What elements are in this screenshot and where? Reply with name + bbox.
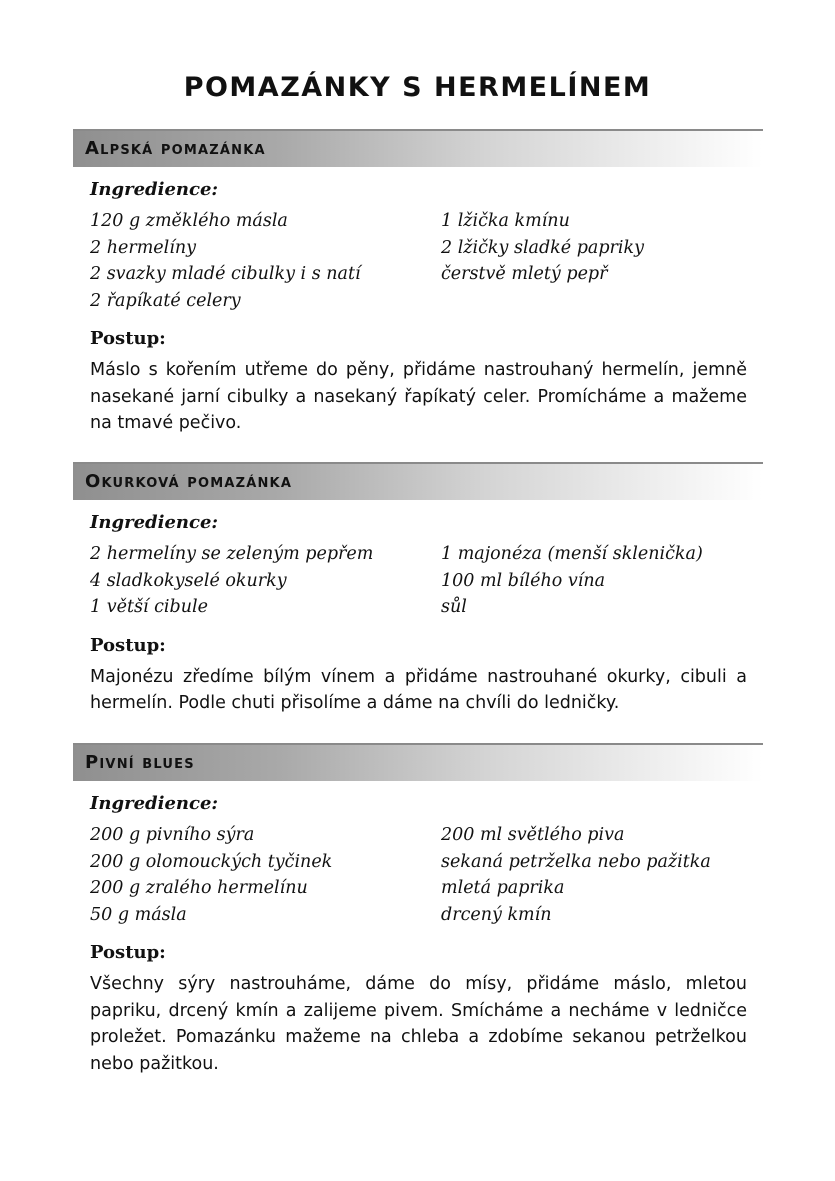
ingredient-item: 2 hermelíny: [90, 237, 196, 258]
section-title: Okurková pomazánka: [85, 471, 293, 492]
ingredient-item: 200 g pivního sýra: [90, 825, 255, 845]
recipe-section-alpska: [73, 129, 763, 437]
ingredient-item: mletá paprika: [441, 878, 565, 898]
ingredients-label: Ingredience:: [90, 179, 219, 200]
ingredient-item: 1 lžička kmínu: [441, 211, 570, 231]
ingredient-item: 2 řapíkaté celery: [90, 290, 241, 311]
method-text: Majonézu zředíme bílým vínem a přidáme nastrouhané okurky, cibuli a hermelín. Podle chuti přisolíme a dáme na chvíli do ledničky.: [90, 666, 747, 713]
ingredient-item: 2 hermelíny se zeleným pepřem: [90, 544, 374, 564]
ingredient-item: 200 ml světlého piva: [441, 825, 625, 845]
method-label: Postup:: [90, 634, 166, 656]
ingredients-column-right: [441, 822, 761, 928]
ingredient-item: 4 sladkokyselé okurky: [90, 570, 287, 591]
ingredient-item: 2 lžičky sladké papriky: [441, 237, 644, 258]
section-title: Alpská pomazánka: [85, 138, 266, 159]
ingredients-column-right: [441, 541, 761, 621]
section-header: [73, 129, 763, 167]
ingredient-item: 50 g másla: [90, 904, 187, 925]
recipe-section-pivni-blues: [73, 743, 763, 1077]
ingredient-item: 200 g olomouckých tyčinek: [90, 851, 333, 872]
ingredients-column-left: [90, 208, 441, 314]
ingredient-item: 2 svazky mladé cibulky i s natí: [90, 264, 361, 284]
section-header: [73, 462, 763, 500]
method-text: Máslo s kořením utřeme do pěny, přidáme nastrouhaný hermelín, jemně nasekané jarní cibulky a nasekaný řapíkatý celer. Promícháme a mažeme na tmavé pečivo.: [90, 360, 747, 433]
method-label: Postup:: [90, 328, 166, 349]
ingredients-label: Ingredience:: [90, 512, 219, 533]
section-title: Pivní blues: [85, 752, 195, 773]
ingredients-column-left: [90, 822, 441, 928]
ingredient-item: drcený kmín: [441, 904, 552, 925]
ingredient-item: 200 g zralého hermelínu: [90, 878, 308, 898]
ingredients-list: [90, 541, 763, 621]
section-header: [73, 743, 763, 781]
ingredients-list: [90, 208, 763, 314]
ingredients-column-right: [441, 208, 761, 314]
ingredient-item: 1 větší cibule: [90, 597, 208, 617]
ingredient-item: sůl: [441, 597, 467, 617]
method-text: Všechny sýry nastrouháme, dáme do mísy, přidáme máslo, mletou papriku, drcený kmín a zalijeme pivem. Smícháme a necháme v ledničce proležet. Pomazánku mažeme na chleba a zdobíme sekanou petrželkou nebo pažitkou.: [90, 974, 747, 1074]
ingredient-item: 120 g změklého másla: [90, 211, 288, 231]
method-label: Postup:: [90, 942, 166, 963]
ingredients-list: [90, 822, 763, 928]
recipe-section-okurkova: [73, 462, 763, 717]
page-title: POMAZÁNKY S HERMELÍNEM: [183, 72, 652, 103]
ingredients-label: Ingredience:: [90, 793, 219, 814]
ingredient-item: sekaná petrželka nebo pažitka: [441, 851, 711, 872]
ingredient-item: čerstvě mletý pepř: [441, 264, 608, 284]
ingredient-item: 100 ml bílého vína: [441, 570, 606, 591]
ingredient-item: 1 majonéza (menší sklenička): [441, 544, 703, 564]
ingredients-column-left: [90, 541, 441, 621]
